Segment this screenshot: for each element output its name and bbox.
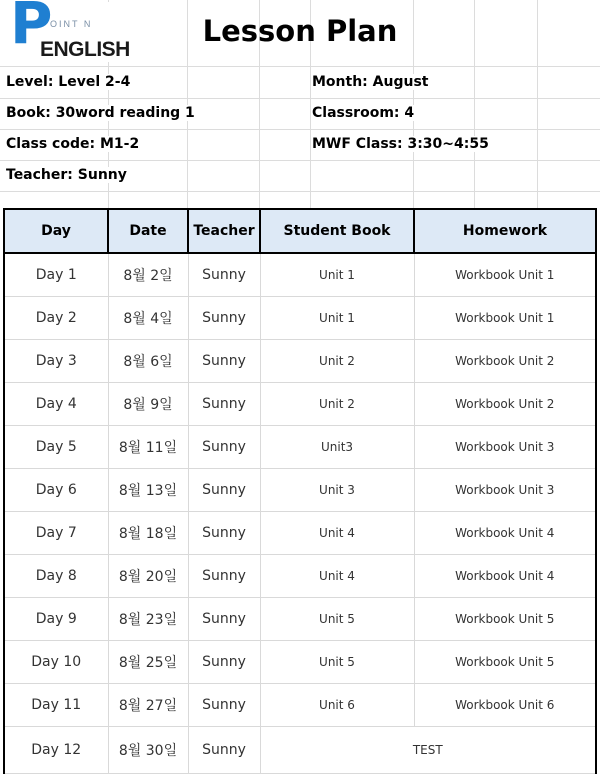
info-classroom: Classroom: 4 [312, 105, 415, 121]
cell-homework: Workbook Unit 4 [414, 512, 596, 555]
header-day: Day [4, 209, 108, 253]
table-row [4, 512, 596, 555]
cell-student-book: Unit 5 [260, 598, 414, 641]
table-header-row [4, 209, 596, 253]
cell-homework: Workbook Unit 6 [414, 684, 596, 727]
cell-homework: Workbook Unit 1 [414, 297, 596, 340]
cell-homework: Workbook Unit 2 [414, 383, 596, 426]
table-row [4, 598, 596, 641]
cell-day: Day 7 [4, 512, 108, 555]
cell-teacher: Sunny [188, 297, 260, 340]
cell-date: 8월 23일 [108, 598, 188, 641]
info-month: Month: August [312, 74, 429, 90]
cell-teacher: Sunny [188, 469, 260, 512]
cell-student-book: Unit 1 [260, 297, 414, 340]
cell-date: 8월 20일 [108, 555, 188, 598]
cell-student-book: Unit 3 [260, 469, 414, 512]
table-row [4, 684, 596, 727]
table-row [4, 641, 596, 684]
header-student-book: Student Book [260, 209, 414, 253]
cell-teacher: Sunny [188, 383, 260, 426]
cell-day: Day 11 [4, 684, 108, 727]
cell-homework: Workbook Unit 1 [414, 253, 596, 297]
cell-homework: Workbook Unit 5 [414, 598, 596, 641]
cell-day: Day 12 [4, 727, 108, 774]
cell-day: Day 1 [4, 253, 108, 297]
cell-date: 8월 25일 [108, 641, 188, 684]
cell-date: 8월 18일 [108, 512, 188, 555]
info-book: Book: 30word reading 1 [6, 105, 195, 121]
cell-day: Day 5 [4, 426, 108, 469]
cell-date: 8월 2일 [108, 253, 188, 297]
cell-student-book: Unit 4 [260, 555, 414, 598]
logo-letter: P [10, 0, 53, 57]
cell-teacher: Sunny [188, 555, 260, 598]
cell-homework: Workbook Unit 2 [414, 340, 596, 383]
cell-teacher: Sunny [188, 598, 260, 641]
cell-teacher: Sunny [188, 340, 260, 383]
logo-small-text: OINT N [50, 19, 93, 29]
table-row [4, 340, 596, 383]
cell-homework: Workbook Unit 5 [414, 641, 596, 684]
cell-date: 8월 9일 [108, 383, 188, 426]
table-row [4, 383, 596, 426]
header-homework: Homework [414, 209, 596, 253]
cell-day: Day 3 [4, 340, 108, 383]
cell-teacher: Sunny [188, 512, 260, 555]
cell-student-book: Unit 2 [260, 340, 414, 383]
cell-day: Day 2 [4, 297, 108, 340]
cell-test-merged: TEST [260, 727, 596, 774]
cell-teacher: Sunny [188, 727, 260, 774]
cell-date: 8월 4일 [108, 297, 188, 340]
cell-student-book: Unit 1 [260, 253, 414, 297]
cell-date: 8월 27일 [108, 684, 188, 727]
table-row [4, 253, 596, 297]
table-row [4, 555, 596, 598]
info-teacher: Teacher: Sunny [6, 167, 127, 183]
cell-student-book: Unit 5 [260, 641, 414, 684]
cell-day: Day 6 [4, 469, 108, 512]
cell-date: 8월 11일 [108, 426, 188, 469]
cell-day: Day 4 [4, 383, 108, 426]
cell-homework: Workbook Unit 3 [414, 426, 596, 469]
header-date: Date [108, 209, 188, 253]
cell-day: Day 10 [4, 641, 108, 684]
cell-teacher: Sunny [188, 684, 260, 727]
table-row [4, 426, 596, 469]
cell-date: 8월 30일 [108, 727, 188, 774]
cell-homework: Workbook Unit 3 [414, 469, 596, 512]
table-row-test [4, 727, 596, 774]
info-schedule: MWF Class: 3:30~4:55 [312, 136, 489, 152]
cell-homework: Workbook Unit 4 [414, 555, 596, 598]
cell-teacher: Sunny [188, 253, 260, 297]
cell-student-book: Unit 2 [260, 383, 414, 426]
info-class-code: Class code: M1-2 [6, 136, 140, 152]
cell-day: Day 9 [4, 598, 108, 641]
cell-teacher: Sunny [188, 426, 260, 469]
cell-date: 8월 13일 [108, 469, 188, 512]
header-teacher: Teacher [188, 209, 260, 253]
cell-day: Day 8 [4, 555, 108, 598]
cell-student-book: Unit 6 [260, 684, 414, 727]
cell-student-book: Unit 4 [260, 512, 414, 555]
cell-date: 8월 6일 [108, 340, 188, 383]
page-title: Lesson Plan [202, 14, 398, 48]
info-level: Level: Level 2-4 [6, 74, 131, 90]
table-row [4, 469, 596, 512]
lesson-plan-table [3, 208, 597, 774]
logo-word: ENGLISH [40, 38, 130, 61]
cell-student-book: Unit3 [260, 426, 414, 469]
table-row [4, 297, 596, 340]
cell-teacher: Sunny [188, 641, 260, 684]
